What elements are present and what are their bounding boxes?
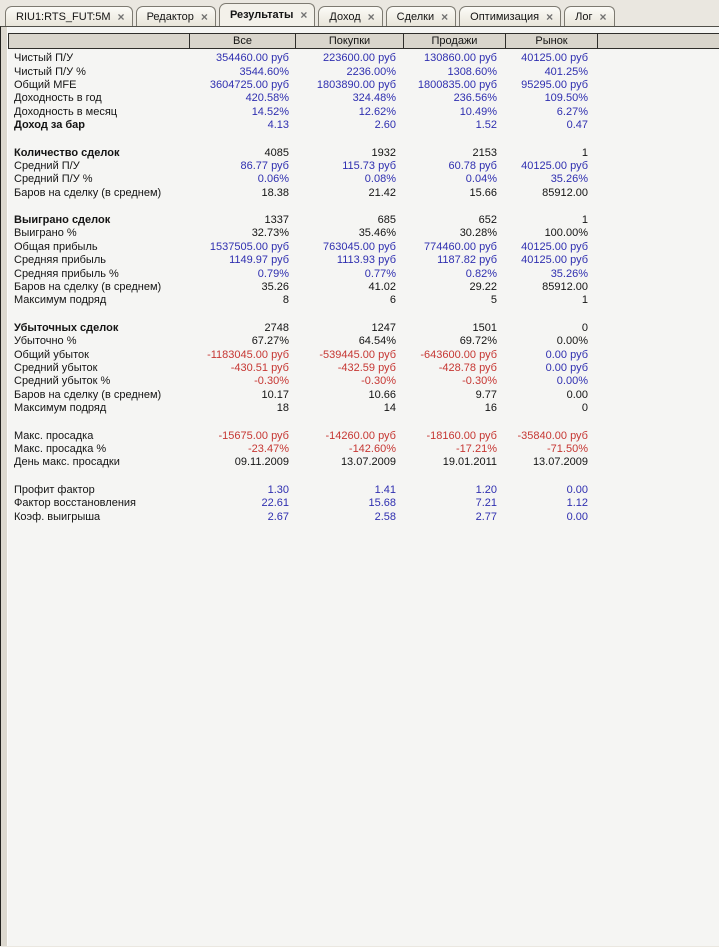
cell-value: 85912.00 (542, 186, 588, 199)
cell-value: 763045.00 руб (323, 240, 396, 253)
tab-лог[interactable] (564, 6, 614, 26)
cell-value: 18 (276, 402, 289, 415)
row-label: Доход за бар (14, 119, 86, 132)
cell-value: 4.13 (267, 119, 289, 132)
cell-value: 95295.00 руб (521, 78, 588, 91)
row-label: Баров на сделку (в среднем) (14, 281, 162, 294)
cell-value: -0.30% (254, 375, 289, 388)
table-row[interactable] (8, 267, 719, 280)
cell-value: 100.00% (544, 227, 588, 240)
cell-value: 8 (282, 294, 289, 307)
table-row[interactable] (8, 389, 719, 402)
row-label: Профит фактор (14, 483, 95, 496)
cell-value: 0.79% (257, 267, 289, 280)
spacer-row (8, 415, 719, 429)
table-row[interactable] (8, 79, 719, 92)
cell-value: 86.77 руб (240, 159, 289, 172)
cell-value: 0.00 (566, 483, 588, 496)
row-label: Средняя прибыль (14, 254, 106, 267)
cell-value: -35840.00 руб (517, 429, 588, 442)
cell-value: 40125.00 руб (521, 52, 588, 65)
table-row[interactable] (8, 119, 719, 132)
cell-value: -0.30% (361, 375, 396, 388)
row-label: Баров на сделку (в среднем) (14, 388, 162, 401)
row-label: Средний убыток % (14, 375, 111, 388)
tab-доход[interactable] (318, 6, 382, 26)
cell-value: 3544.60% (239, 65, 289, 78)
cell-value: 652 (478, 214, 497, 227)
results-table (1, 27, 719, 524)
cell-value: 401.25% (544, 65, 588, 78)
cell-value: 0.00 (566, 388, 588, 401)
cell-value: 6.27% (556, 105, 588, 118)
row-label: Выиграно % (14, 227, 77, 240)
table-row[interactable] (8, 362, 719, 375)
cell-value: 236.56% (453, 92, 497, 105)
cell-value: -539445.00 руб (319, 348, 396, 361)
table-row[interactable] (8, 484, 719, 497)
tab-результаты[interactable] (219, 3, 315, 26)
tab-label: Лог (575, 10, 593, 23)
cell-value: 10.66 (368, 388, 396, 401)
row-label: Фактор восстановления (14, 497, 136, 510)
cell-value: -0.30% (462, 375, 497, 388)
cell-value: 1.12 (566, 497, 588, 510)
cell-value: 0.06% (257, 173, 289, 186)
cell-value: 2.58 (374, 510, 396, 523)
cell-value: 64.54% (358, 335, 396, 348)
cell-value: 130860.00 руб (424, 52, 497, 65)
cell-value: -18160.00 руб (426, 429, 497, 442)
cell-value: 0.00 (566, 510, 588, 523)
cell-value: 0.00 руб (545, 348, 588, 361)
cell-value: 1149.97 руб (229, 254, 289, 267)
cell-value: 40125.00 руб (521, 159, 588, 172)
row-label: Максимум подряд (14, 294, 107, 307)
table-row[interactable] (8, 497, 719, 510)
table-row[interactable] (8, 254, 719, 267)
cell-value: 7.21 (475, 497, 497, 510)
tab-instrument[interactable] (5, 6, 133, 26)
tab-close-icon[interactable]: × (546, 9, 554, 24)
cell-value: 1 (581, 214, 588, 227)
cell-value: 2.67 (267, 510, 289, 523)
table-row[interactable] (8, 227, 719, 240)
cell-value: 13.07.2009 (340, 456, 396, 469)
cell-value: 774460.00 руб (424, 240, 497, 253)
table-row[interactable] (8, 281, 719, 294)
tab-редактор[interactable] (136, 6, 216, 26)
cell-value: 1187.82 руб (437, 254, 497, 267)
cell-value: 0.04% (465, 173, 497, 186)
cell-value: 0.00% (556, 375, 588, 388)
cell-value: 2.77 (475, 510, 497, 523)
cell-value: 1.52 (475, 119, 497, 132)
cell-value: 1 (581, 146, 588, 159)
cell-value: 109.50% (544, 92, 588, 105)
table-row[interactable] (8, 160, 719, 173)
row-label: Общий MFE (14, 78, 77, 91)
cell-value: -428.78 руб (438, 362, 497, 374)
cell-value: 3604725.00 руб (209, 78, 289, 91)
cell-value: 1 (581, 294, 588, 307)
cell-value: 0 (581, 321, 588, 334)
tab-close-icon[interactable]: × (117, 9, 125, 24)
cell-value: 1.30 (267, 483, 289, 496)
row-label: День макс. просадки (14, 456, 120, 469)
cell-value: 1337 (264, 214, 289, 227)
cell-value: 15.68 (368, 497, 396, 510)
cell-value: 14 (383, 402, 396, 415)
column-header-рынок[interactable]: Рынок (506, 34, 597, 48)
cell-value: -71.50% (547, 442, 588, 455)
tab-bar (0, 0, 719, 26)
tab-close-icon[interactable]: × (367, 9, 375, 24)
column-header-продажи[interactable]: Продажи (404, 34, 505, 48)
table-row[interactable] (8, 375, 719, 388)
cell-value: 9.77 (475, 388, 497, 401)
row-label: Баров на сделку (в среднем) (14, 186, 162, 199)
table-row[interactable] (8, 294, 719, 307)
table-body (8, 49, 719, 524)
column-header-покупки[interactable]: Покупки (296, 34, 403, 48)
cell-value: 4085 (264, 146, 289, 159)
cell-value: 5 (490, 294, 497, 307)
cell-value: 67.27% (251, 335, 289, 348)
cell-value: -17.21% (456, 442, 497, 455)
cell-value: 1501 (472, 321, 497, 334)
cell-value: 1308.60% (447, 65, 497, 78)
table-row[interactable] (8, 456, 719, 469)
cell-value: 6 (389, 294, 396, 307)
table-row[interactable] (8, 52, 719, 65)
cell-value: 1.41 (374, 483, 396, 496)
cell-value: 35.26% (550, 173, 588, 186)
cell-value: 1800835.00 руб (417, 78, 497, 91)
tab-label: Редактор (146, 10, 194, 23)
spacer-row (8, 200, 719, 214)
cell-value: 60.78 руб (448, 159, 497, 172)
cell-value: 32.73% (251, 227, 289, 240)
cell-value: 324.48% (352, 92, 396, 105)
cell-value: -23.47% (248, 442, 289, 455)
column-header-empty (598, 34, 719, 48)
cell-value: 22.61 (261, 497, 289, 510)
row-label: Убыточных сделок (14, 321, 119, 334)
row-label: Коэф. выигрыша (14, 510, 101, 523)
cell-value: 13.07.2009 (532, 456, 588, 469)
cell-value: 0.82% (465, 267, 497, 280)
cell-value: 0.08% (364, 173, 396, 186)
cell-value: 12.62% (358, 105, 396, 118)
cell-value: -15675.00 руб (218, 429, 289, 442)
tab-label: RIU1:RTS_FUT:5M (16, 10, 111, 23)
cell-value: 16 (484, 402, 497, 415)
cell-value: 223600.00 руб (323, 52, 396, 65)
row-label: Убыточно % (14, 335, 77, 348)
column-header-empty (9, 34, 189, 48)
tab-сделки[interactable] (386, 6, 457, 26)
cell-value: 2153 (472, 146, 497, 159)
tab-label: Оптимизация (470, 10, 540, 23)
cell-value: -14260.00 руб (325, 429, 396, 442)
row-label: Доходность в год (14, 92, 102, 105)
spacer-row (8, 470, 719, 484)
cell-value: 1932 (371, 146, 396, 159)
row-label: Макс. просадка % (14, 442, 107, 455)
cell-value: 10.17 (261, 388, 289, 401)
results-panel (0, 26, 719, 946)
cell-value: 40125.00 руб (521, 240, 588, 253)
cell-value: 0.77% (364, 267, 396, 280)
row-label: Макс. просадка (14, 429, 94, 442)
table-row[interactable] (8, 92, 719, 105)
spacer-row (8, 132, 719, 146)
cell-value: 0.00 руб (545, 362, 588, 374)
row-label: Общая прибыль (14, 240, 98, 253)
cell-value: -430.51 руб (230, 362, 289, 374)
table-row[interactable] (8, 173, 719, 186)
table-row[interactable] (8, 241, 719, 254)
row-label: Выиграно сделок (14, 214, 111, 227)
tab-label: Доход (329, 10, 361, 23)
row-label: Средний убыток (14, 362, 98, 374)
row-label: Чистый П/У % (14, 65, 86, 78)
cell-value: -1183045.00 руб (207, 348, 289, 361)
row-label: Средний П/У (14, 159, 80, 172)
cell-value: 0.47 (566, 119, 588, 132)
cell-value: 354460.00 руб (216, 52, 289, 65)
cell-value: 29.22 (469, 281, 497, 294)
row-label: Средняя прибыль % (14, 267, 119, 280)
cell-value: 15.66 (469, 186, 497, 199)
tab-close-icon[interactable]: × (441, 9, 449, 24)
cell-value: 0.00% (556, 335, 588, 348)
table-row[interactable] (8, 402, 719, 415)
table-row[interactable] (8, 146, 719, 159)
cell-value: 69.72% (459, 335, 497, 348)
cell-value: 685 (377, 214, 396, 227)
table-row[interactable] (8, 214, 719, 227)
cell-value: 1.20 (475, 483, 497, 496)
row-label: Общий убыток (14, 348, 89, 361)
tab-close-icon[interactable]: × (200, 9, 208, 24)
cell-value: 85912.00 (542, 281, 588, 294)
cell-value: -432.59 руб (337, 362, 396, 374)
table-row[interactable] (8, 348, 719, 361)
cell-value: 10.49% (459, 105, 497, 118)
cell-value: 35.26% (550, 267, 588, 280)
table-row[interactable] (8, 335, 719, 348)
table-row[interactable] (8, 187, 719, 200)
cell-value: 1537505.00 руб (209, 240, 289, 253)
table-row[interactable] (8, 322, 719, 335)
tab-label: Результаты (229, 9, 294, 21)
cell-value: 1803890.00 руб (316, 78, 396, 91)
cell-value: 09.11.2009 (234, 456, 289, 469)
spacer-row (8, 308, 719, 322)
cell-value: 2.60 (374, 119, 396, 132)
cell-value: 30.28% (459, 227, 497, 240)
row-label: Доходность в месяц (14, 105, 118, 118)
cell-value: 19.01.2011 (442, 456, 497, 469)
cell-value: 35.26 (261, 281, 289, 294)
table-row[interactable] (8, 443, 719, 456)
cell-value: 21.42 (368, 186, 396, 199)
table-row[interactable] (8, 106, 719, 119)
cell-value: 1247 (371, 321, 396, 334)
cell-value: 14.52% (251, 105, 289, 118)
cell-value: 115.73 руб (342, 159, 396, 172)
cell-value: 18.38 (261, 186, 289, 199)
cell-value: 35.46% (358, 227, 396, 240)
tab-close-icon[interactable]: × (300, 8, 308, 22)
cell-value: -142.60% (348, 442, 396, 455)
cell-value: 40125.00 руб (521, 254, 588, 267)
table-row[interactable] (8, 510, 719, 523)
cell-value: 1113.93 руб (336, 254, 396, 267)
cell-value: 41.02 (368, 281, 396, 294)
row-label: Чистый П/У (14, 52, 74, 65)
table-header (8, 33, 719, 49)
tab-label: Сделки (396, 10, 435, 23)
row-label: Количество сделок (14, 146, 120, 159)
tab-close-icon[interactable]: × (599, 9, 607, 24)
tab-оптимизация[interactable] (459, 6, 561, 26)
cell-value: 0 (581, 402, 588, 415)
column-header-все[interactable]: Все (190, 34, 295, 48)
cell-value: 2748 (264, 321, 289, 334)
cell-value: 2236.00% (346, 65, 396, 78)
row-label: Максимум подряд (14, 402, 107, 415)
table-row[interactable] (8, 429, 719, 442)
row-label: Средний П/У % (14, 173, 93, 186)
cell-value: 420.58% (245, 92, 289, 105)
table-row[interactable] (8, 65, 719, 78)
cell-value: -643600.00 руб (420, 348, 497, 361)
